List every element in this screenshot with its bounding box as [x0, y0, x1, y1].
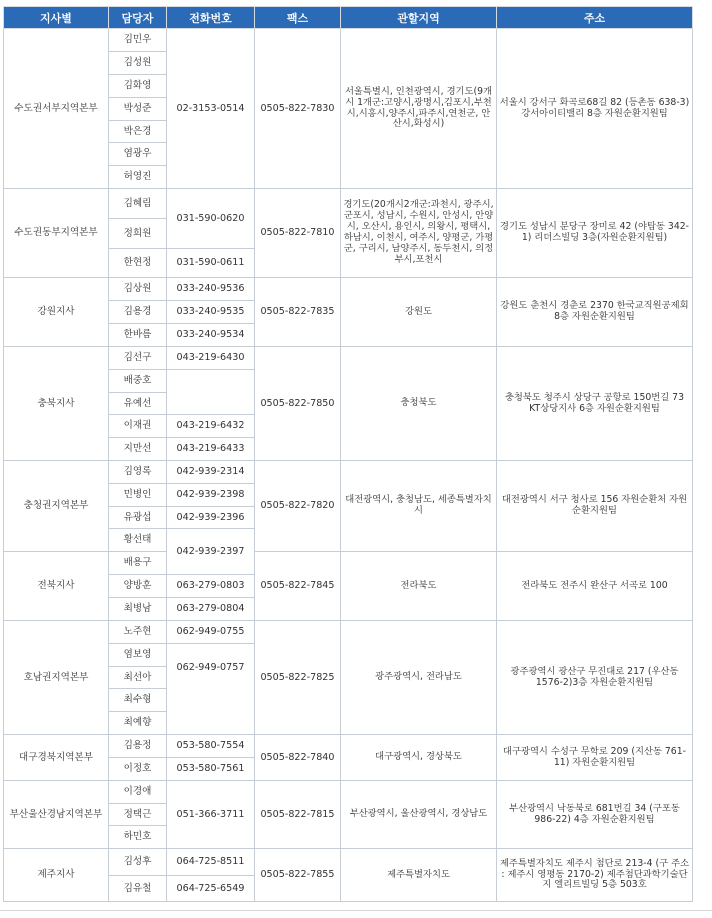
staff-name: 황선태: [109, 529, 167, 552]
fax-number: 0505-822-7815: [255, 781, 341, 849]
header-branch: 지사별: [4, 7, 109, 29]
table-header-row: [4, 7, 693, 29]
jurisdiction: 부산광역시, 울산광역시, 경상남도: [341, 781, 497, 849]
branch-name: 충북지사: [4, 347, 109, 461]
phone-number: 064-725-8511: [167, 849, 255, 876]
staff-name: 최선아: [109, 667, 167, 689]
phone-number: 031-590-0620: [167, 189, 255, 249]
fax-number: 0505-822-7825: [255, 621, 341, 735]
branch-contact-table: [3, 6, 693, 902]
staff-name: 김영록: [109, 461, 167, 484]
phone-number: 042-939-2396: [167, 507, 255, 529]
jurisdiction: 충청북도: [341, 347, 497, 461]
branch-name: 제주지사: [4, 849, 109, 902]
staff-name: 염보영: [109, 644, 167, 667]
staff-name: 지만선: [109, 438, 167, 461]
staff-name: 이재권: [109, 415, 167, 438]
phone-number: 042-939-2398: [167, 484, 255, 507]
staff-name: 김유철: [109, 876, 167, 902]
staff-name: 유광섭: [109, 507, 167, 529]
branch-name: 대구경북지역본부: [4, 735, 109, 781]
page-bottom-divider: [0, 910, 712, 911]
fax-number: 0505-822-7850: [255, 347, 341, 461]
branch-name: 강원지사: [4, 278, 109, 347]
phone-number: 02-3153-0514: [167, 29, 255, 189]
staff-name: 노주현: [109, 621, 167, 644]
staff-name: 김성후: [109, 849, 167, 876]
staff-name: 정택근: [109, 804, 167, 826]
table-row: [4, 347, 693, 370]
staff-name: 정희원: [109, 219, 167, 249]
address: 대전광역시 서구 청사로 156 자원순환처 자원순환지원팀: [497, 461, 693, 552]
phone-number: [167, 370, 255, 415]
header-contact-person: 담당자: [109, 7, 167, 29]
phone-number: 063-279-0804: [167, 598, 255, 621]
staff-name: 양방훈: [109, 575, 167, 598]
header-phone: 전화번호: [167, 7, 255, 29]
jurisdiction: 대전광역시, 충청남도, 세종특별자치시: [341, 461, 497, 552]
fax-number: 0505-822-7835: [255, 278, 341, 347]
address: 부산광역시 낙동북로 681번길 34 (구포동 986-22) 4층 자원순환지원팀: [497, 781, 693, 849]
phone-number: 062-949-0755: [167, 621, 255, 644]
staff-name: 이경애: [109, 781, 167, 804]
staff-name: 배용구: [109, 552, 167, 575]
jurisdiction: 서울특별시, 인천광역시, 경기도(9개시 1개군:고양시,광명시,김포시,부천시,시흥시,양주시,파주시,연천군, 안산시,화성시): [341, 29, 497, 189]
phone-number: 042-939-2314: [167, 461, 255, 484]
staff-name: 유예선: [109, 393, 167, 415]
staff-name: 김혜림: [109, 189, 167, 219]
jurisdiction: 제주특별자치도: [341, 849, 497, 902]
staff-name: 염광우: [109, 143, 167, 166]
phone-number: 043-219-6433: [167, 438, 255, 461]
staff-name: 박성준: [109, 98, 167, 121]
header-fax: 팩스: [255, 7, 341, 29]
fax-number: 0505-822-7830: [255, 29, 341, 189]
staff-name: 김용경: [109, 301, 167, 324]
phone-number: 033-240-9534: [167, 324, 255, 347]
jurisdiction: 경기도(20개시2개군:과천시, 광주시, 군포시, 성남시, 수원시, 안성시, 안양시, 오산시, 용인시, 의왕시, 평택시, 하남시, 이천시, 여주시, 양평군, 가평군, 구리시, 남양주시, 동두천시, 의정부시,포천시: [341, 189, 497, 278]
phone-number: 042-939-2397: [167, 529, 255, 575]
address: 서울시 강서구 화곡로68길 82 (등촌동 638-3) 강서아이티밸리 8층 자원순환지원팀: [497, 29, 693, 189]
table-row: [4, 781, 693, 804]
table-row: [4, 621, 693, 644]
staff-name: 최수형: [109, 689, 167, 712]
staff-name: 최예향: [109, 712, 167, 735]
staff-name: 한현정: [109, 249, 167, 278]
staff-name: 최병남: [109, 598, 167, 621]
phone-number: 053-580-7554: [167, 735, 255, 758]
fax-number: 0505-822-7810: [255, 189, 341, 278]
branch-name: 호남권지역본부: [4, 621, 109, 735]
branch-name: 전북지사: [4, 552, 109, 621]
jurisdiction: 대구광역시, 경상북도: [341, 735, 497, 781]
table-row: [4, 189, 693, 219]
staff-name: 이정호: [109, 758, 167, 781]
address: 전라북도 전주시 완산구 서곡로 100: [497, 552, 693, 621]
table-row: [4, 552, 693, 575]
branch-name: 충청권지역본부: [4, 461, 109, 552]
staff-name: 박은경: [109, 121, 167, 143]
staff-name: 허영진: [109, 166, 167, 189]
fax-number: 0505-822-7840: [255, 735, 341, 781]
staff-name: 민병인: [109, 484, 167, 507]
jurisdiction: 강원도: [341, 278, 497, 347]
phone-number: 031-590-0611: [167, 249, 255, 278]
phone-number: 062-949-0757: [167, 644, 255, 735]
staff-name: 김용정: [109, 735, 167, 758]
table-row: [4, 735, 693, 758]
phone-number: 064-725-6549: [167, 876, 255, 902]
header-address: 주소: [497, 7, 693, 29]
address: 강원도 춘천시 경춘로 2370 한국교직원공제회 8층 자원순환지원팀: [497, 278, 693, 347]
staff-name: 김민우: [109, 29, 167, 52]
staff-name: 한바름: [109, 324, 167, 347]
phone-number: 053-580-7561: [167, 758, 255, 781]
table-row: [4, 29, 693, 52]
staff-name: 김화영: [109, 75, 167, 98]
phone-number: 051-366-3711: [167, 781, 255, 849]
phone-number: 033-240-9536: [167, 278, 255, 301]
table-row: [4, 849, 693, 876]
fax-number: 0505-822-7845: [255, 552, 341, 621]
branch-name: 수도권동부지역본부: [4, 189, 109, 278]
staff-name: 하민호: [109, 826, 167, 849]
address: 대구광역시 수성구 무학로 209 (지산동 761-11) 자원순환지원팀: [497, 735, 693, 781]
address: 경기도 성남시 분당구 장미로 42 (야탑동 342-1) 리더스빌딩 3층(자원순환지원팀): [497, 189, 693, 278]
jurisdiction: 전라북도: [341, 552, 497, 621]
phone-number: 033-240-9535: [167, 301, 255, 324]
table-row: [4, 461, 693, 484]
fax-number: 0505-822-7855: [255, 849, 341, 902]
staff-name: 김상원: [109, 278, 167, 301]
phone-number: 043-219-6430: [167, 347, 255, 370]
phone-number: 043-219-6432: [167, 415, 255, 438]
phone-number: 063-279-0803: [167, 575, 255, 598]
branch-name: 수도권서부지역본부: [4, 29, 109, 189]
staff-name: 김선구: [109, 347, 167, 370]
address: 충청북도 청주시 상당구 공항로 150번길 73 KT상당지사 6층 자원순환지원팀: [497, 347, 693, 461]
staff-name: 김성원: [109, 52, 167, 75]
address: 광주광역시 광산구 무진대로 217 (우산동 1576-2)3층 자원순환지원팀: [497, 621, 693, 735]
jurisdiction: 광주광역시, 전라남도: [341, 621, 497, 735]
header-jurisdiction: 관할지역: [341, 7, 497, 29]
address: 제주특별자치도 제주시 첨단로 213-4 (구 주소 : 제주시 영평동 2170-2) 제주첨단과학기술단지 엘리트빌딩 5층 503호: [497, 849, 693, 902]
fax-number: 0505-822-7820: [255, 461, 341, 552]
branch-name: 부산울산경남지역본부: [4, 781, 109, 849]
staff-name: 배중호: [109, 370, 167, 393]
table-row: [4, 278, 693, 301]
